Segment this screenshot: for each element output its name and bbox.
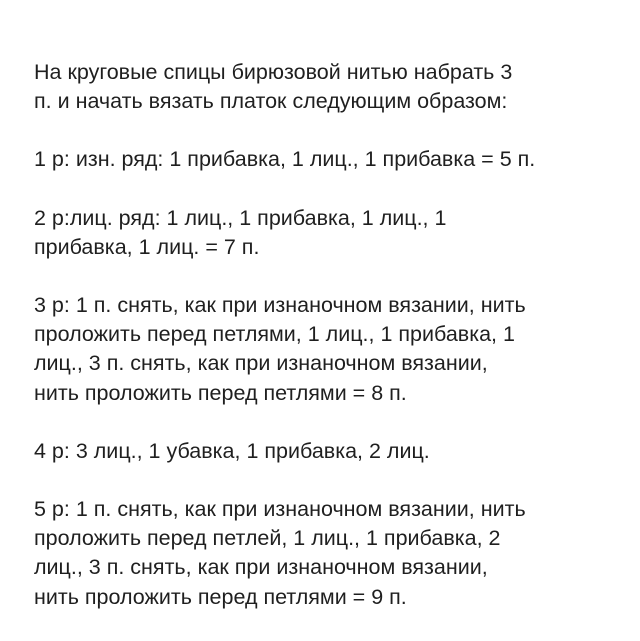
row-1-paragraph xyxy=(34,145,624,174)
text-line: 2 р:лиц. ряд: 1 лиц., 1 прибавка, 1 лиц., 1 xyxy=(34,205,447,230)
instructions-text xyxy=(34,58,624,641)
text-line: проложить перед петлями, 1 лиц., 1 прибавка, 1 xyxy=(34,322,515,347)
row-2-paragraph xyxy=(34,204,624,262)
text-line: 4 р: 3 лиц., 1 убавка, 1 прибавка, 2 лиц. xyxy=(34,438,430,463)
text-line: лиц., 3 п. снять, как при изнаночном вязании, xyxy=(34,351,488,376)
text-line: лиц., 3 п. снять, как при изнаночном вязании, xyxy=(34,555,488,580)
text-line: 3 р: 1 п. снять, как при изнаночном вязании, нить xyxy=(34,293,526,318)
text-line: нить проложить перед петлями = 9 п. xyxy=(34,584,407,609)
text-line: проложить перед петлей, 1 лиц., 1 прибавка, 2 xyxy=(34,526,501,551)
text-line: 1 р: изн. ряд: 1 прибавка, 1 лиц., 1 прибавка = 5 п. xyxy=(34,147,536,172)
row-3-paragraph xyxy=(34,291,624,408)
text-line: 5 р: 1 п. снять, как при изнаночном вязании, нить xyxy=(34,497,526,522)
text-line: На круговые спицы бирюзовой нитью набрать 3 xyxy=(34,60,513,84)
row-5-paragraph xyxy=(34,495,624,612)
text-line: прибавка, 1 лиц. = 7 п. xyxy=(34,234,260,259)
intro-paragraph xyxy=(34,58,624,116)
text-line: нить проложить перед петлями = 8 п. xyxy=(34,380,407,405)
text-line: п. и начать вязать платок следующим образом: xyxy=(34,89,508,114)
row-4-paragraph xyxy=(34,437,624,466)
